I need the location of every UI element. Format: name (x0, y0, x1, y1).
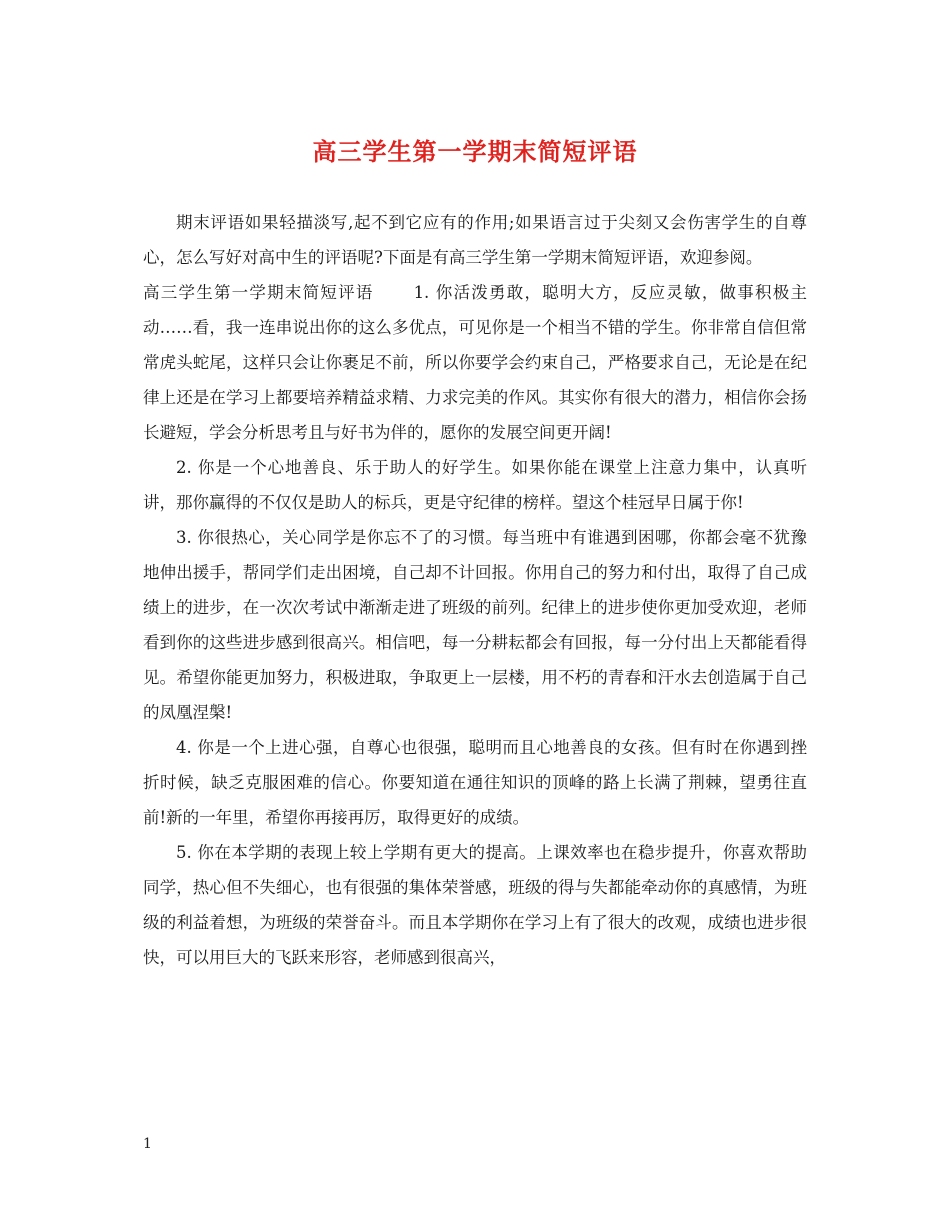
comment-2: 2. 你是一个心地善良、乐于助人的好学生。如果你能在课堂上注意力集中，认真听讲，那你赢得的不仅仅是助人的标兵，更是守纪律的榜样。望这个桂冠早日属于你! (143, 458, 807, 512)
section-heading: 高三学生第一学期末简短评语 (143, 283, 374, 302)
comment-3: 3. 你很热心，关心同学是你忘不了的习惯。每当班中有谁遇到困哪，你都会毫不犹豫地伸出援手，帮同学们走出困境，自己却不计回报。你用自己的努力和付出，取得了自己成绩上的进步，在一次次考试中渐渐走进了班级的前列。纪律上的进步使你更加受欢迎，老师看到你的这些进步感到很高兴。相信吧，每一分耕耘都会有回报，每一分付出上天都能看得见。希望你能更加努力，积极进取，争取更上一层楼，用不朽的青春和汗水去创造属于自己的凤凰涅槃! (143, 528, 807, 722)
first-comment-paragraph (143, 275, 807, 450)
document-body (143, 205, 807, 975)
intro-paragraph: 期末评语如果轻描淡写,起不到它应有的作用;如果语言过于尖刻又会伤害学生的自尊心，怎么写好对高中生的评语呢?下面是有高三学生第一学期末简短评语，欢迎参阅。 (143, 213, 807, 267)
comment-1: 1. 你活泼勇敢，聪明大方，反应灵敏，做事积极主动……看，我一连串说出你的这么多优点，可见你是一个相当不错的学生。你非常自信但常常虎头蛇尾，这样只会让你裹足不前，所以你要学会约束自己，严格要求自己，无论是在纪律上还是在学习上都要培养精益求精、力求完美的作风。其实你有很大的潜力，相信你会扬长避短，学会分析思考且与好书为伴的，愿你的发展空间更开阔! (143, 283, 807, 442)
comment-4: 4. 你是一个上进心强，自尊心也很强，聪明而且心地善良的女孩。但有时在你遇到挫折时候，缺乏克服困难的信心。你要知道在通往知识的顶峰的路上长满了荆棘，望勇往直前!新的一年里，希望你再接再厉，取得更好的成绩。 (143, 738, 807, 827)
comment-5: 5. 你在本学期的表现上较上学期有更大的提高。上课效率也在稳步提升，你喜欢帮助同学，热心但不失细心，也有很强的集体荣誉感，班级的得与失都能牵动你的真感情，为班级的利益着想，为班级的荣誉奋斗。而且本学期你在学习上有了很大的改观，成绩也进步很快，可以用巨大的飞跃来形容，老师感到很高兴， (143, 843, 807, 967)
page-number: 1 (143, 1136, 152, 1152)
document-title: 高三学生第一学期末简短评语 (312, 137, 638, 166)
